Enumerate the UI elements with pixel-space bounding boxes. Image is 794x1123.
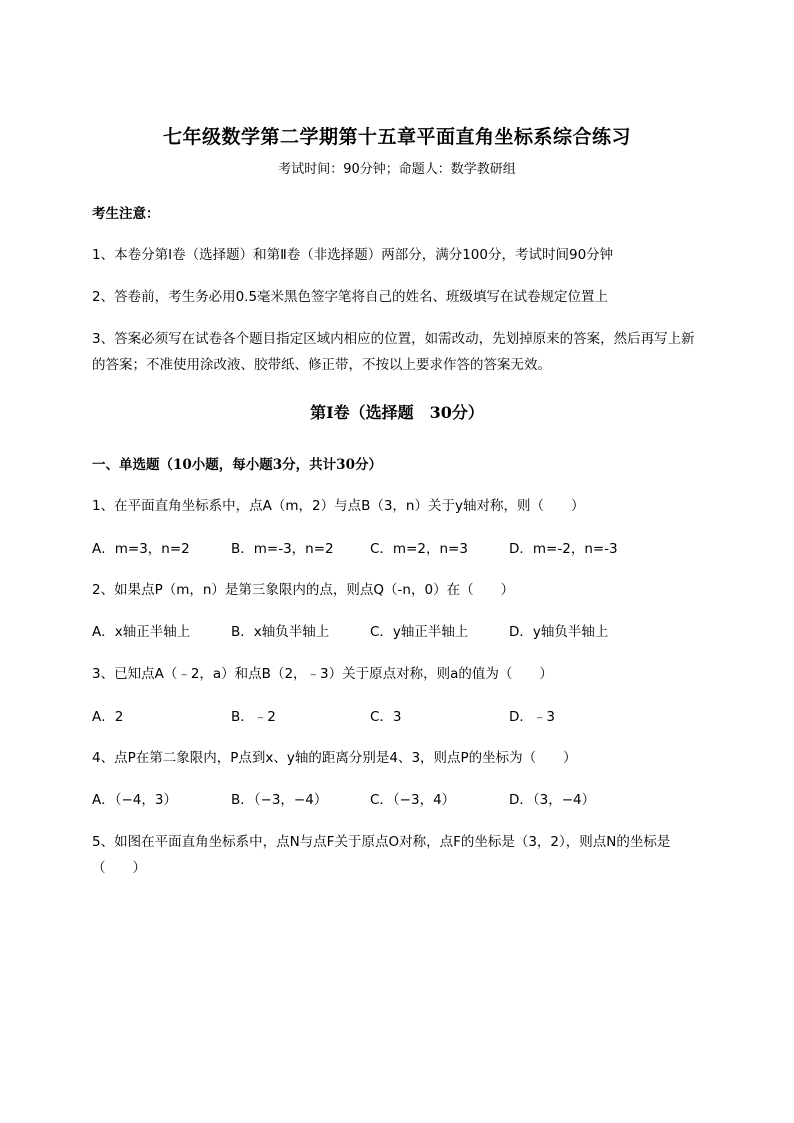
question-2-stem: 2、如果点P（m，n）是第三象限内的点，则点Q（-n，0）在（ ） <box>92 582 515 598</box>
question-2-option-c: C．y轴正半轴上 <box>370 624 469 640</box>
notes-heading: 考生注意： <box>92 206 160 222</box>
question-1-option-c: C．m=2，n=3 <box>370 541 468 557</box>
question-4-option-a: A．（−4，3） <box>92 792 177 808</box>
question-2-option-b: B．x轴负半轴上 <box>231 624 330 640</box>
question-3-option-c: C．3 <box>370 709 402 725</box>
question-3-option-a: A．2 <box>92 709 124 725</box>
page-title: 七年级数学第二学期第十五章平面直角坐标系综合练习 <box>162 126 631 148</box>
question-5-stem-cont: （ ） <box>92 860 146 876</box>
section-title: 第Ⅰ卷（选择题 30分） <box>310 403 484 422</box>
question-2-option-a: A．x轴正半轴上 <box>92 624 191 640</box>
question-4-option-d: D．（3，−4） <box>509 792 596 808</box>
note-item-1: 1、本卷分第Ⅰ卷（选择题）和第Ⅱ卷（非选择题）两部分，满分100分，考试时间90分钟 <box>92 247 614 263</box>
note-item-3: 3、答案必须写在试卷各个题目指定区域内相应的位置，如需改动，先划掉原来的答案，然后再写上新 <box>92 331 695 347</box>
question-2-option-d: D．y轴负半轴上 <box>509 624 609 640</box>
exam-info: 考试时间：90分钟；命题人：数学教研组 <box>278 162 516 177</box>
question-3-option-b: B．﹣2 <box>231 709 276 725</box>
question-1-option-d: D．m=-2，n=-3 <box>509 541 618 557</box>
note-item-3-cont: 的答案；不准使用涂改液、胶带纸、修正带，不按以上要求作答的答案无效。 <box>92 357 551 373</box>
question-1-option-b: B．m=-3，n=2 <box>231 541 334 557</box>
part-heading: 一、单选题（10小题，每小题3分，共计30分） <box>92 457 382 473</box>
question-4-option-b: B．（−3，−4） <box>231 792 328 808</box>
question-1-stem: 1、在平面直角坐标系中，点A（m，2）与点B（3，n）关于y轴对称，则（ ） <box>92 498 585 514</box>
question-4-stem: 4、点P在第二象限内，P点到x、y轴的距离分别是4、3，则点P的坐标为（ ） <box>92 750 577 766</box>
question-1-option-a: A．m=3，n=2 <box>92 541 190 557</box>
question-4-option-c: C．（−3，4） <box>370 792 456 808</box>
note-item-2: 2、答卷前，考生务必用0.5毫米黑色签字笔将自己的姓名、班级填写在试卷规定位置上 <box>92 289 609 305</box>
question-3-stem: 3、已知点A（﹣2，a）和点B（2，﹣3）关于原点对称，则a的值为（ ） <box>92 666 553 682</box>
question-5-stem: 5、如图在平面直角坐标系中，点N与点F关于原点O对称，点F的坐标是（3，2），则点N的坐标是 <box>92 834 671 850</box>
question-3-option-d: D．﹣3 <box>509 709 555 725</box>
